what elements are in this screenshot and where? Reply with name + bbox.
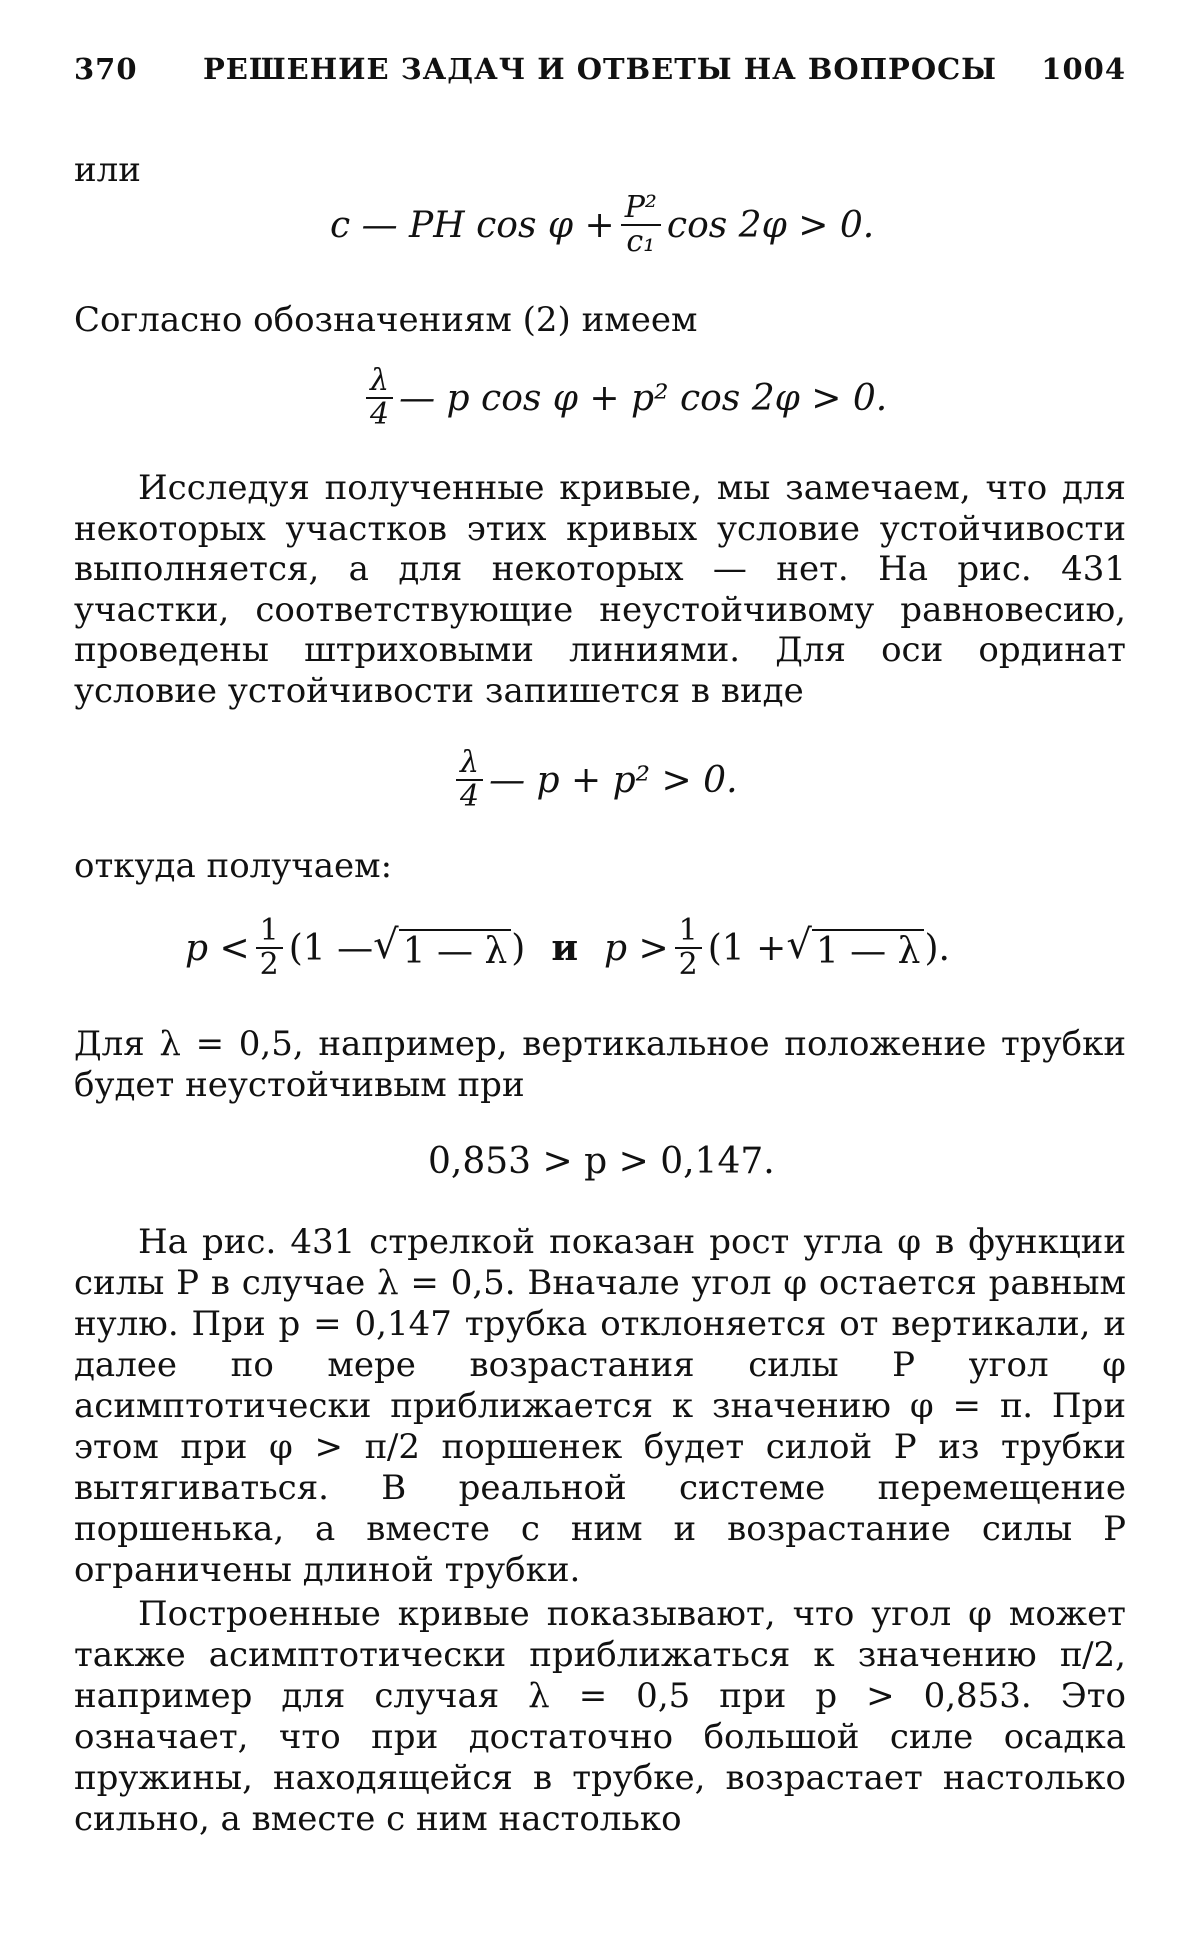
eq2-frac-den: 4 xyxy=(370,397,390,432)
eq4-half-1-den: 2 xyxy=(259,947,279,982)
equation-4 xyxy=(185,910,950,986)
running-header xyxy=(74,52,1126,92)
eq1-lhs: c — PH cos φ + xyxy=(330,204,615,246)
paragraph-3: На рис. 431 стрелкой показан рост угла φ в функции силы P в случае λ = 0,5. Вначале угол φ остается равным нулю. При p = 0,147 трубка отклоняется от вертикали, и далее по мере возрастания силы P угол φ асимптотически приближается к значению φ = π. При этом при φ > π/2 поршенек будет силой P из трубки вытягиваться. В реальной системе перемещение поршенька, а вместе с ним и возрастание силы P ограничены длиной трубки. xyxy=(74,1222,1126,1590)
eq4-paren-close-1: ) xyxy=(511,927,526,969)
eq4-paren-1: (1 — xyxy=(288,927,374,969)
running-title: РЕШЕНИЕ ЗАДАЧ И ОТВЕТЫ НА ВОПРОСЫ xyxy=(202,52,998,86)
radical-sign-icon: √ xyxy=(373,921,399,968)
eq2-rest: — p cos φ + p² cos 2φ > 0. xyxy=(399,377,888,419)
eq4-sqrt-2 xyxy=(786,921,924,972)
eq3-rest: — p + p² > 0. xyxy=(489,759,738,801)
eq1-frac-num: P² xyxy=(621,192,661,226)
equation-2 xyxy=(360,360,887,436)
page-number: 370 xyxy=(74,52,138,86)
eq3-fraction xyxy=(456,747,483,813)
eq4-sqrt-1-arg: 1 — λ xyxy=(399,929,512,972)
eq4-sqrt-2-arg: 1 — λ xyxy=(812,929,925,972)
eq2-frac-num: λ xyxy=(366,365,393,399)
paragraph-1: Исследуя полученные кривые, мы замечаем, что для некоторых участков этих кривых условие устойчивости выполняется, а для некоторых — нет. На рис. 431 участки, соответствующие неустойчивому равновесию, проведены штриховыми линиями. Для оси ординат условие устойчивости запишется в виде xyxy=(74,468,1126,711)
eq4-right: p > xyxy=(604,927,669,969)
eq4-left: p < xyxy=(185,927,250,969)
paragraph-4: Построенные кривые показывают, что угол φ может также асимптотически приближаться к значению π/2, например для случая λ = 0,5 при p > 0,853. Это означает, что при достаточно большой силе осадка пружины, находящейся в трубке, возрастает настолько сильно, а вместе с ним настолько xyxy=(74,1594,1126,1839)
radical-sign-icon: √ xyxy=(786,921,812,968)
eq2-fraction xyxy=(366,365,393,431)
eq4-paren-2: (1 + xyxy=(707,927,787,969)
eq4-end: ). xyxy=(924,927,950,969)
eq4-half-2-den: 2 xyxy=(678,947,698,982)
eq1-rhs: cos 2φ > 0. xyxy=(666,204,875,246)
notation-line: Согласно обозначениям (2) имеем xyxy=(74,300,698,340)
equation-1 xyxy=(330,190,874,260)
eq4-half-2-num: 1 xyxy=(675,915,702,949)
paragraph-2: Для λ = 0,5, например, вертикальное положение трубки будет неустойчивым при xyxy=(74,1024,1126,1105)
eq3-frac-num: λ xyxy=(456,747,483,781)
eq1-fraction xyxy=(621,192,661,258)
equation-5: 0,853 > p > 0,147. xyxy=(428,1140,775,1182)
eq1-frac-den: c₁ xyxy=(626,224,656,259)
whence-line: откуда получаем: xyxy=(74,846,393,886)
eq4-half-2 xyxy=(675,915,702,981)
eq4-half-1-num: 1 xyxy=(256,915,283,949)
eq4-sqrt-1 xyxy=(373,921,511,972)
equation-3 xyxy=(450,742,738,818)
eq3-frac-den: 4 xyxy=(460,779,480,814)
eq4-half-1 xyxy=(256,915,283,981)
word-or: или xyxy=(74,150,141,190)
problem-number: 1004 xyxy=(1041,52,1126,86)
eq4-conjunction: и xyxy=(551,927,579,969)
